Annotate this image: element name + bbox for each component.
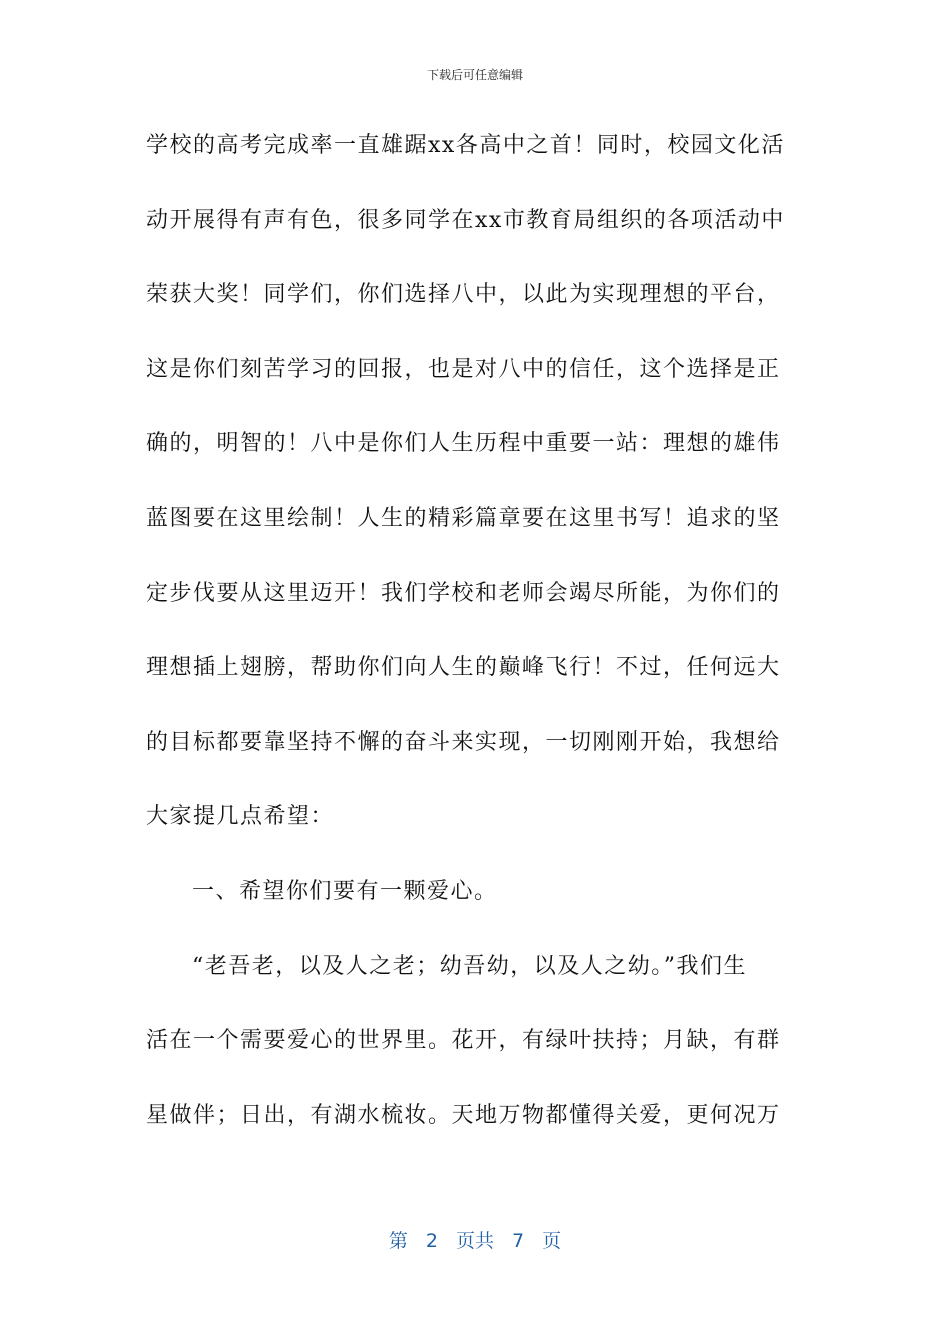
- paragraph-line: 大家提几点希望：: [146, 804, 335, 830]
- paragraph-line: 活在一个需要爱心的世界里。花开，有绿叶扶持；月缺，有群: [146, 1028, 781, 1054]
- paragraph-line: 蓝图要在这里绘制！人生的精彩篇章要在这里书写！追求的坚: [146, 505, 781, 531]
- paragraph-line: “老吾老，以及人之老；幼吾幼，以及人之幼。”我们生: [192, 953, 747, 979]
- paragraph-line: 学校的高考完成率一直雄踞xx各高中之首！同时，校园文化活: [146, 133, 785, 158]
- paragraph-line: 的目标都要靠坚持不懈的奋斗来实现，一切刚刚开始，我想给: [146, 729, 781, 755]
- paragraph-line: 这是你们刻苦学习的回报，也是对八中的信任，这个选择是正: [146, 356, 781, 382]
- footer-current-page: 2: [425, 1230, 438, 1252]
- paragraph-line: 动开展得有声有色，很多同学在xx市教育局组织的各项活动中: [146, 207, 785, 233]
- paragraph-line: 定步伐要从这里迈开！我们学校和老师会竭尽所能，为你们的: [146, 580, 781, 606]
- paragraph-line: 理想插上翅膀，帮助你们向人生的巅峰飞行！不过，任何远大: [146, 655, 781, 681]
- paragraph-line: 确的，明智的！八中是你们人生历程中重要一站：理想的雄伟: [146, 431, 781, 457]
- header-note: 下载后可任意编辑: [426, 68, 523, 82]
- paragraph-line: 星做伴；日出，有湖水梳妆。天地万物都懂得关爱，更何况万: [146, 1102, 781, 1128]
- paragraph-line: 荣获大奖！同学们，你们选择八中，以此为实现理想的平台，: [146, 282, 781, 308]
- footer-middle: 页共: [455, 1230, 494, 1252]
- section-heading: 一、希望你们要有一颗爱心。: [192, 878, 498, 904]
- footer-prefix: 第: [388, 1230, 408, 1252]
- page-number-footer: [0, 1226, 950, 1253]
- footer-suffix: 页: [542, 1230, 562, 1252]
- footer-total-pages: 7: [512, 1230, 525, 1252]
- body-text: [146, 124, 806, 1168]
